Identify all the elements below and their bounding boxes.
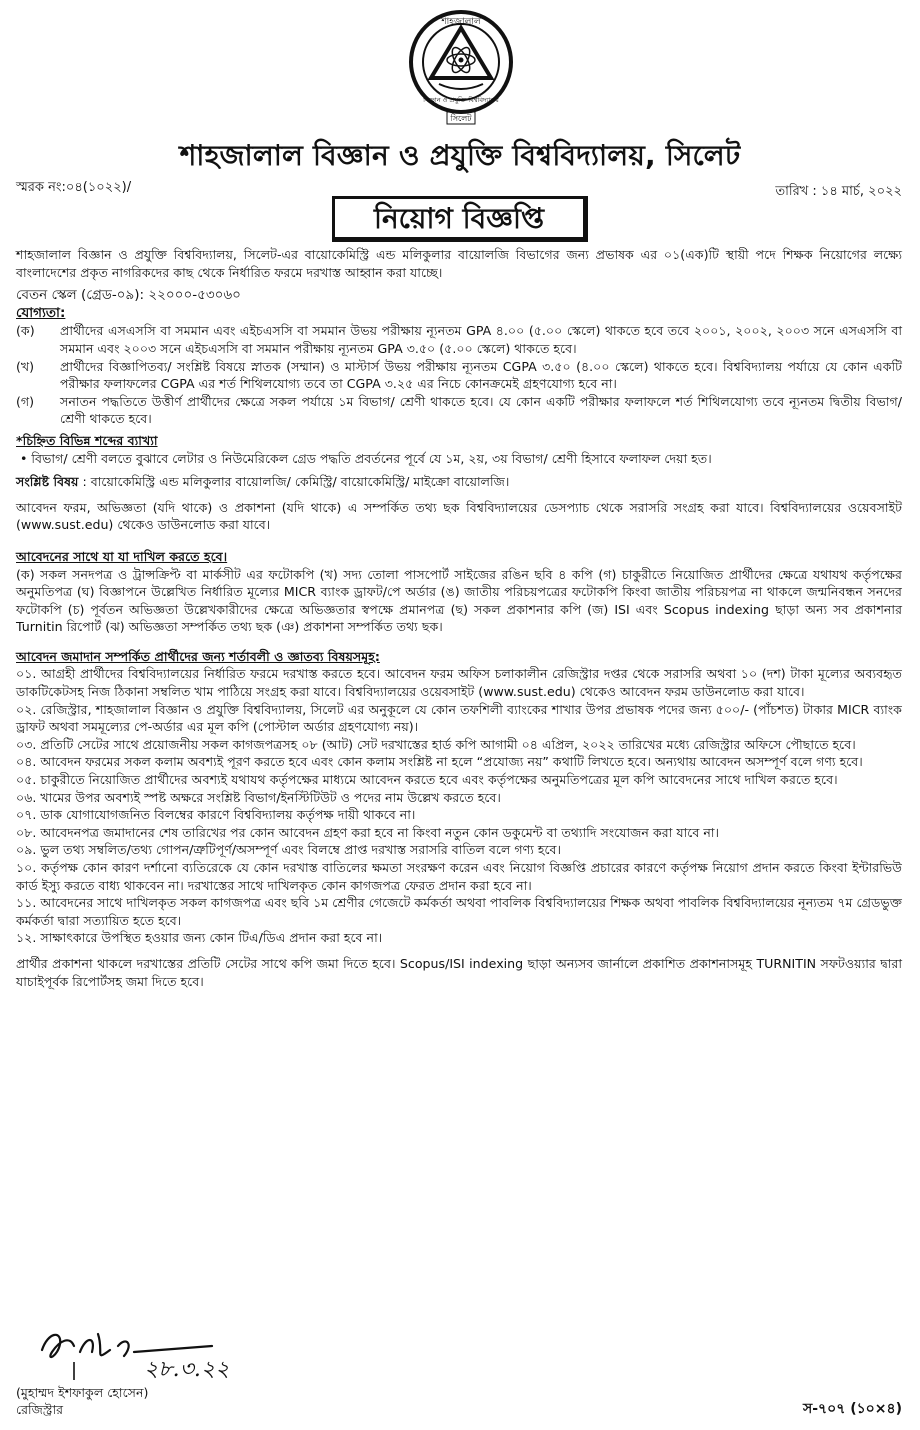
subjects-label: সংশ্লিষ্ট বিষয় bbox=[16, 474, 79, 490]
condition-item: ০৭. ডাক যোগাযোগজনিত বিলম্বের কারণে বিশ্ববিদ্যালয় কর্তৃপক্ষ দায়ী থাকবে না। bbox=[16, 807, 416, 823]
university-name: শাহজালাল বিজ্ঞান ও প্রযুক্তি বিশ্ববিদ্যালয়, সিলেট bbox=[179, 139, 741, 172]
condition-item: ১২. সাক্ষাৎকারে উপস্থিত হওয়ার জন্য কোন টিএ/ডিএ প্রদান করা হবে না। bbox=[16, 930, 383, 946]
condition-item: ০১. আগ্রহী প্রার্থীদের বিশ্ববিদ্যালয়ের নির্ধারিত ফরমে দরখাস্ত করতে হবে। আবেদন ফরম অফিস চলাকালীন রেজিস্ট্রার দপ্তর থেকে সরাসরি অথবা ১০ (দশ) টাকা মূল্যের অব্যবহৃত ডাকটিকেটসহ নিজ ঠিকানা সম্বলিত খাম পাঠিয়ে সংগ্রহ করা যাবে। বিশ্ববিদ্যালয়ের ওয়েবসাইট (www.sust.edu) থেকেও আবেদন ফরম ডাউনলোড করা যাবে। bbox=[16, 666, 902, 700]
memo-number: স্মরক নং:০৪(১০২২)/ bbox=[16, 180, 132, 195]
notice-date: তারিখ : ১৪ মার্চ, ২০২২ bbox=[775, 184, 902, 199]
seal-city-text: সিলেট bbox=[450, 114, 472, 123]
condition-item: ০৪. আবেদন ফরমের সকল কলাম অবশ্যই পূরণ করতে হবে এবং কোন কলাম সংশ্লিষ্ট না হলে “প্রযোজ্য নয়” কথাটি লিখতে হবে। অন্যথায় আবেদন অসম্পূর্ণ বলে গণ্য হবে। bbox=[16, 754, 863, 770]
conditions-heading: আবেদন জমাদান সম্পর্কিত প্রার্থীদের জন্য শর্তাবলী ও জ্ঞাতব্য বিষয়সমূহ: bbox=[16, 648, 380, 664]
signatory-designation: রেজিস্ট্রার bbox=[16, 1402, 64, 1417]
condition-item: ০৬. খামের উপর অবশ্যই স্পষ্ট অক্ষরে সংশ্লিষ্ট বিভাগ/ইনস্টিটিউট ও পদের নাম উল্লেখ করতে হবে। bbox=[16, 789, 501, 805]
university-seal bbox=[399, 4, 523, 128]
form-info-paragraph: আবেদন ফরম, অভিজ্ঞতা (যদি থাকে) ও প্রকাশনা (যদি থাকে) এ সম্পর্কিত তথ্য ছক বিশ্ববিদ্যালয়ের ডেসপ্যাচ থেকে সরাসরি সংগ্রহ করা যাবে। বিশ্ববিদ্যালয়ের ওয়েবসাইট (www.sust.edu) থেকেও ডাউনলোড করা যাবে। bbox=[16, 499, 902, 533]
qualification-item bbox=[16, 358, 902, 393]
notice-body bbox=[16, 246, 902, 990]
seal-ring-text: শাহজালাল bbox=[441, 17, 481, 27]
signature-date: ২৮.৩.২২ bbox=[144, 1357, 230, 1382]
subjects-line bbox=[16, 473, 902, 491]
submit-heading: আবেদনের সাথে যা যা দাখিল করতে হবে। bbox=[16, 548, 228, 564]
publication-note: প্রার্থীর প্রকাশনা থাকলে দরখাস্তের প্রতিটি সেটের সাথে কপি জমা দিতে হবে। Scopus/ISI indexing ছাড়া অন্যসব জার্নালে প্রকাশিত প্রকাশনাসমূহ TURNITIN সফটওয়্যার দ্বারা যাচাইপূর্বক রিপোর্টসহ জমা দিতে হবে। bbox=[16, 955, 902, 989]
qualification-label: (খ) bbox=[16, 358, 35, 374]
handwritten-signature bbox=[34, 1322, 334, 1382]
pay-scale: বেতন স্কেল (গ্রেড-০৯): ২২০০০-৫৩০৬০ bbox=[16, 287, 241, 304]
qualification-item bbox=[16, 322, 902, 357]
signatory-block bbox=[16, 1384, 148, 1418]
notice-code: স-৭০৭ (১০×৪) bbox=[802, 1401, 902, 1417]
signature-graphic bbox=[34, 1322, 334, 1382]
terms-heading: *চিহ্নিত বিভিন্ন শব্দের ব্যাখ্যা bbox=[16, 432, 158, 448]
condition-item: ১১. আবেদনের সাথে দাখিলকৃত সকল কাগজপত্র এবং ছবি ১ম শ্রেণীর গেজেটে কর্মকর্তা অথবা পাবলিক বিশ্ববিদ্যালয়ের শিক্ষক অথবা পাবলিক বিশ্ববিদ্যালয়ের নূন্যতম ৭ম গ্রেডভুক্ত কর্মকর্তা দ্বারা সত্যায়িত হতে হবে। bbox=[16, 895, 902, 928]
terms-bullet: • বিভাগ/ শ্রেণী বলতে বুঝাবে লেটার ও নিউমেরিকেল গ্রেড পদ্ধতি প্রবর্তনের পূর্বে যে ১ম, ২য়, ৩য় বিভাগ/ শ্রেণী হিসাবে ফলাফল দেয়া হত। bbox=[20, 450, 712, 466]
notice-title: নিয়োগ বিজ্ঞপ্তি bbox=[332, 196, 588, 242]
qualification-label: (ক) bbox=[16, 323, 35, 339]
intro-paragraph: শাহজালাল বিজ্ঞান ও প্রযুক্তি বিশ্ববিদ্যালয়, সিলেট-এর বায়োকেমিস্ট্রি এন্ড মলিকুলার বায়োলজি বিভাগের জন্য প্রভাষক এর ০১(এক)টি স্থায়ী পদে শিক্ষক নিয়োগের লক্ষ্যে বাংলাদেশের প্রকৃত নাগরিকদের কাছ থেকে নির্ধারিত ফরমে দরখাস্ত আহ্বান করা যাচ্ছে। bbox=[16, 247, 902, 280]
condition-item: ০৮. আবেদনপত্র জমাদানের শেষ তারিখের পর কোন আবেদন গ্রহণ করা হবে না কিংবা নতুন কোন ডকুমেন্ট বা তথ্যাদি সংযোজন করা যাবে না। bbox=[16, 824, 719, 840]
qualification-text: প্রার্থীদের বিজ্ঞাপিতব্য/ সংশ্লিষ্ট বিষয়ে স্নাতক (সম্মান) ও মাস্টার্স উভয় পরীক্ষায় ন্যূনতম CGPA ৩.৫০ (৪.০০ স্কেলে) থাকতে হবে। বিশ্ববিদ্যালয় পর্যায়ে যে কোন একটি পরীক্ষার ফলাফলের CGPA এর শর্ত শিথিলযোগ্য তবে তা CGPA ৩.২৫ এর নিচে কোনক্রমেই গ্রহণযোগ্য হবে না। bbox=[60, 358, 902, 392]
qualification-text: প্রার্থীদের এসএসসি বা সমমান এবং এইচএসসি বা সমমান উভয় পরীক্ষায় ন্যূনতম GPA ৪.০০ (৫.০০ স্কেলে) থাকতে হবে তবে ২০০১, ২০০২, ২০০৩ সনে এসএসসি বা সমমান এবং ২০০৩ সনে এইচএসসি বা সমমান পরীক্ষায় ন্যূনতম GPA ৩.৫০ (৫.০০ স্কেলে) থাকতে হবে। bbox=[60, 323, 902, 356]
seal-lower-text: বিজ্ঞান ও প্রযুক্তি বিশ্ববিদ্যালয় bbox=[423, 96, 499, 104]
qualification-label: (গ) bbox=[16, 393, 35, 409]
condition-item: ০৫. চাকুরীতে নিয়োজিত প্রার্থীদের অবশ্যই যথাযথ কর্তৃপক্ষের মাধ্যমে আবেদন করতে হবে এবং কর্তৃপক্ষের অনুমতিপত্রের মূল কপি আবেদনের সাথে দাখিল করতে হবে। bbox=[16, 772, 838, 788]
subjects-text: : বায়োকেমিস্ট্রি এন্ড মলিকুলার বায়োলজি/ কেমিস্ট্রি/ বায়োকেমিস্ট্রি/ মাইক্রো বায়োলজি। bbox=[82, 474, 510, 490]
condition-item: ০২. রেজিস্ট্রার, শাহজালাল বিজ্ঞান ও প্রযুক্তি বিশ্ববিদ্যালয়, সিলেট এর অনুকূলে যে কোন তফশিলী ব্যাংকের শাখার উপর প্রভাষক পদের জন্য ৫০০/- (পাঁচশত) টাকার MICR ব্যাংক ড্রাফট অথবা সমমূল্যের পে-অর্ডার এর মূল কপি (পোস্টাল অর্ডার গ্রহণযোগ্য নয়)। bbox=[16, 701, 902, 735]
qualification-item bbox=[16, 393, 902, 428]
qualifications-heading: যোগ্যতা: bbox=[16, 304, 66, 321]
seal-graphic bbox=[399, 4, 523, 128]
qualification-text: সনাতন পদ্ধতিতে উত্তীর্ণ প্রার্থীদের ক্ষেত্রে সকল পর্যায়ে ১ম বিভাগ/ শ্রেণী থাকতে হবে। যে কোন একটি পরীক্ষার ফলাফলে শর্ত শিথিলযোগ্য তবে ন্যূনতম দ্বিতীয় বিভাগ/ শ্রেণী থাকতে হবে। bbox=[60, 393, 902, 427]
submit-text: (ক) সকল সনদপত্র ও ট্রান্সক্রিপ্ট বা মার্কসীট এর ফটোকপি (খ) সদ্য তোলা পাসপোর্ট সাইজের রঙিন ছবি ৪ কপি (গ) চাকুরীতে নিয়োজিত প্রার্থীদের ক্ষেত্রে যথাযথ কর্তৃপক্ষের অনুমতিপত্র (ঘ) বিজ্ঞাপনে উল্লেখিত নির্ধারিত মূল্যের MICR ব্যাংক ড্রাফট/পে অর্ডার (ঙ) জাতীয় পরিচয়পত্রের ফটোকপি কিংবা জাতীয় পরিচয়পত্র না থাকলে জন্মনিবন্ধন সনদের ফটোকপি (চ) পূর্বতন অভিজ্ঞতা উল্লেখকারীদের ক্ষেত্রে অভিজ্ঞতার স্বপক্ষে প্রমানপত্র (ছ) সকল প্রকাশনার কপি (জ) ISI এবং Scopus indexing ছাড়া অন্য সব প্রকাশনার Turnitin রিপোর্ট (ঝ) অভিজ্ঞতা সম্পর্কিত তথ্য ছক (ঞ) প্রকাশনা সম্পর্কিত তথ্য ছক। bbox=[16, 566, 902, 635]
condition-item: ১০. কর্তৃপক্ষ কোন কারণ দর্শানো ব্যতিরেকে যে কোন দরখাস্ত বাতিলের ক্ষমতা সংরক্ষণ করেন এবং নিয়োগ বিজ্ঞপ্তি প্রচারের কারণে কর্তৃপক্ষ নিয়োগ প্রদান করতে কিংবা ইন্টারভিউ কার্ড ইস্যু করতে বাধ্য থাকবেন না। দরখাস্তের সাথে দাখিলকৃত কোন কাগজপত্র ফেরত প্রদান করা হবে না। bbox=[16, 860, 902, 893]
condition-item: ০৩. প্রতিটি সেটের সাথে প্রয়োজনীয় সকল কাগজপত্রসহ ০৮ (আট) সেট দরখাস্তের হার্ড কপি আগামী ০৪ এপ্রিল, ২০২২ তারিখের মধ্যে রেজিস্ট্রার অফিসে পৌছাতে হবে। bbox=[16, 736, 856, 752]
signatory-name: (মুহাম্মদ ইশফাকুল হোসেন) bbox=[16, 1385, 149, 1400]
condition-item: ০৯. ভুল তথ্য সম্বলিত/তথ্য গোপন/ত্রুটিপূর্ণ/অসম্পূর্ণ এবং বিলম্বে প্রাপ্ত দরখাস্ত সরাসরি বাতিল বলে গণ্য হবে। bbox=[16, 842, 562, 858]
